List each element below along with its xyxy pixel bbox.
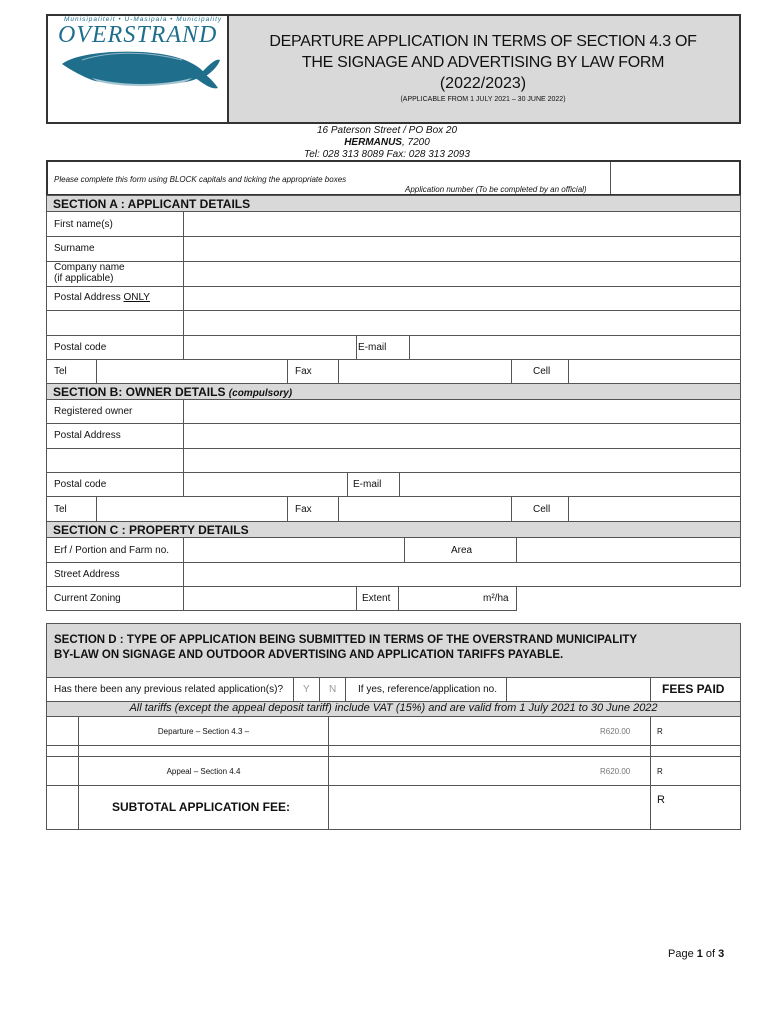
tariff-note: All tariffs (except the appeal deposit tariff) include VAT (15%) and are valid from 1 July 2021 to 30 June 2022 [129, 702, 658, 714]
reference-label: If yes, reference/application no. [358, 684, 497, 695]
owner-fax-field[interactable] [338, 496, 512, 522]
address-postcode: , 7200 [401, 137, 430, 148]
fees-paid-label: FEES PAID [662, 682, 725, 696]
email-label: E-mail [358, 342, 387, 353]
company-label-note: (if applicable) [54, 273, 114, 284]
tel-field[interactable] [96, 359, 288, 384]
section-b-title-main: SECTION B: OWNER DETAILS [53, 385, 226, 399]
fee-table-col-divider-3 [650, 716, 651, 830]
registered-owner-label: Registered owner [54, 406, 133, 417]
block-capitals-note: Please complete this form using BLOCK capitals and ticking the appropriate boxes [54, 175, 347, 184]
application-number-label: Application number (To be completed by an official) [405, 185, 587, 194]
form-title-line3: (2022/2023) [439, 75, 527, 92]
subtotal-r: R [657, 794, 665, 806]
owner-cell-label: Cell [533, 504, 551, 515]
owner-fax-label: Fax [295, 504, 312, 515]
fee-table-line-1 [46, 745, 741, 746]
zoning-field[interactable] [183, 586, 357, 611]
owner-postal-code-label: Postal code [54, 479, 107, 490]
form-title-line2: THE SIGNAGE AND ADVERTISING BY LAW FORM [301, 54, 665, 71]
page-of: of [702, 948, 719, 960]
erf-field[interactable] [183, 537, 405, 563]
area-label: Area [451, 545, 473, 556]
application-number-field[interactable] [610, 162, 739, 194]
zoning-label: Current Zoning [54, 593, 121, 604]
page-current: 1 [696, 948, 703, 960]
email-field[interactable] [409, 335, 741, 360]
street-address-field[interactable] [183, 562, 741, 587]
first-names-label: First name(s) [54, 219, 113, 230]
section-b-title-suffix: (compulsory) [228, 388, 293, 399]
fee-table-line-3 [46, 785, 741, 786]
address-town: HERMANUS [344, 137, 402, 148]
departure-checkbox[interactable] [46, 716, 79, 746]
cell-field[interactable] [568, 359, 741, 384]
page-total: 3 [718, 948, 725, 960]
extent-label: Extent [362, 593, 391, 604]
previous-app-question: Has there been any previous related application(s)? [54, 684, 284, 695]
section-d-title-line2: BY-LAW ON SIGNAGE AND OUTDOOR ADVERTISING AND APPLICATION TARIFFS PAYABLE. [54, 649, 564, 661]
departure-r: R [657, 727, 663, 736]
municipality-logo [52, 16, 222, 96]
postal-code-field[interactable] [183, 335, 357, 360]
appeal-amount: R620.00 [600, 767, 631, 776]
page-number [668, 948, 724, 960]
fax-label: Fax [295, 366, 312, 377]
street-address-label: Street Address [54, 569, 120, 580]
postal-address-prefix: Postal Address [54, 292, 124, 303]
first-names-field[interactable] [183, 211, 741, 237]
fax-field[interactable] [338, 359, 512, 384]
postal-address-field-1[interactable] [183, 286, 741, 311]
owner-tel-field[interactable] [96, 496, 288, 522]
area-field[interactable] [516, 537, 741, 563]
tel-label: Tel [54, 366, 67, 377]
cell-label: Cell [533, 366, 551, 377]
previous-yes-label: Y [303, 684, 310, 695]
whale-icon [52, 16, 222, 96]
surname-label: Surname [54, 243, 95, 254]
subtotal-label: SUBTOTAL APPLICATION FEE: [112, 800, 291, 814]
section-b-title [53, 385, 292, 399]
extent-unit: m²/ha [483, 593, 509, 604]
postal-code-label: Postal code [54, 342, 107, 353]
owner-postal-code-field[interactable] [183, 472, 348, 497]
postal-address-field-2[interactable] [183, 310, 741, 336]
appeal-label: Appeal – Section 4.4 [166, 767, 241, 776]
owner-postal-field-2[interactable] [183, 448, 741, 473]
departure-label: Departure – Section 4.3 – [157, 727, 250, 736]
section-d-title-line1: SECTION D : TYPE OF APPLICATION BEING SUBMITTED IN TERMS OF THE OVERSTRAND MUNICIPALITY [54, 634, 638, 646]
owner-email-field[interactable] [399, 472, 741, 497]
appeal-r: R [657, 767, 663, 776]
address-line3: Tel: 028 313 8089 Fax: 028 313 2093 [304, 149, 470, 160]
address-line2 [227, 137, 547, 148]
postal-address-only: ONLY [123, 292, 150, 303]
section-a-title: SECTION A : APPLICANT DETAILS [53, 197, 251, 211]
address-line1: 16 Paterson Street / PO Box 20 [316, 125, 458, 136]
erf-label: Erf / Portion and Farm no. [54, 545, 170, 556]
form-title-line1: DEPARTURE APPLICATION IN TERMS OF SECTION 4.3 OF [269, 33, 697, 50]
surname-field[interactable] [183, 236, 741, 262]
fee-table-line-2 [46, 756, 741, 757]
owner-cell-field[interactable] [568, 496, 741, 522]
fee-table-col-divider-2 [328, 716, 329, 830]
applicable-period: (APPLICABLE FROM 1 JULY 2021 – 30 JUNE 2022) [400, 96, 566, 103]
departure-amount: R620.00 [600, 727, 631, 736]
logo-top-text: Munisipaliteit • U-Masipala • Municipality [64, 16, 223, 23]
previous-no-label: N [329, 684, 337, 695]
registered-owner-field[interactable] [183, 399, 741, 424]
company-label: Company name [54, 262, 125, 273]
owner-tel-label: Tel [54, 504, 67, 515]
logo-name: OVERSTRAND [58, 22, 218, 48]
postal-address-label [54, 292, 150, 303]
reference-field[interactable] [506, 677, 651, 702]
page-prefix: Page [668, 948, 697, 960]
appeal-checkbox[interactable] [46, 757, 79, 786]
company-field[interactable] [183, 261, 741, 287]
owner-postal-label: Postal Address [54, 430, 121, 441]
section-c-title: SECTION C : PROPERTY DETAILS [53, 523, 249, 537]
owner-postal-field-1[interactable] [183, 423, 741, 449]
owner-email-label: E-mail [353, 479, 382, 490]
